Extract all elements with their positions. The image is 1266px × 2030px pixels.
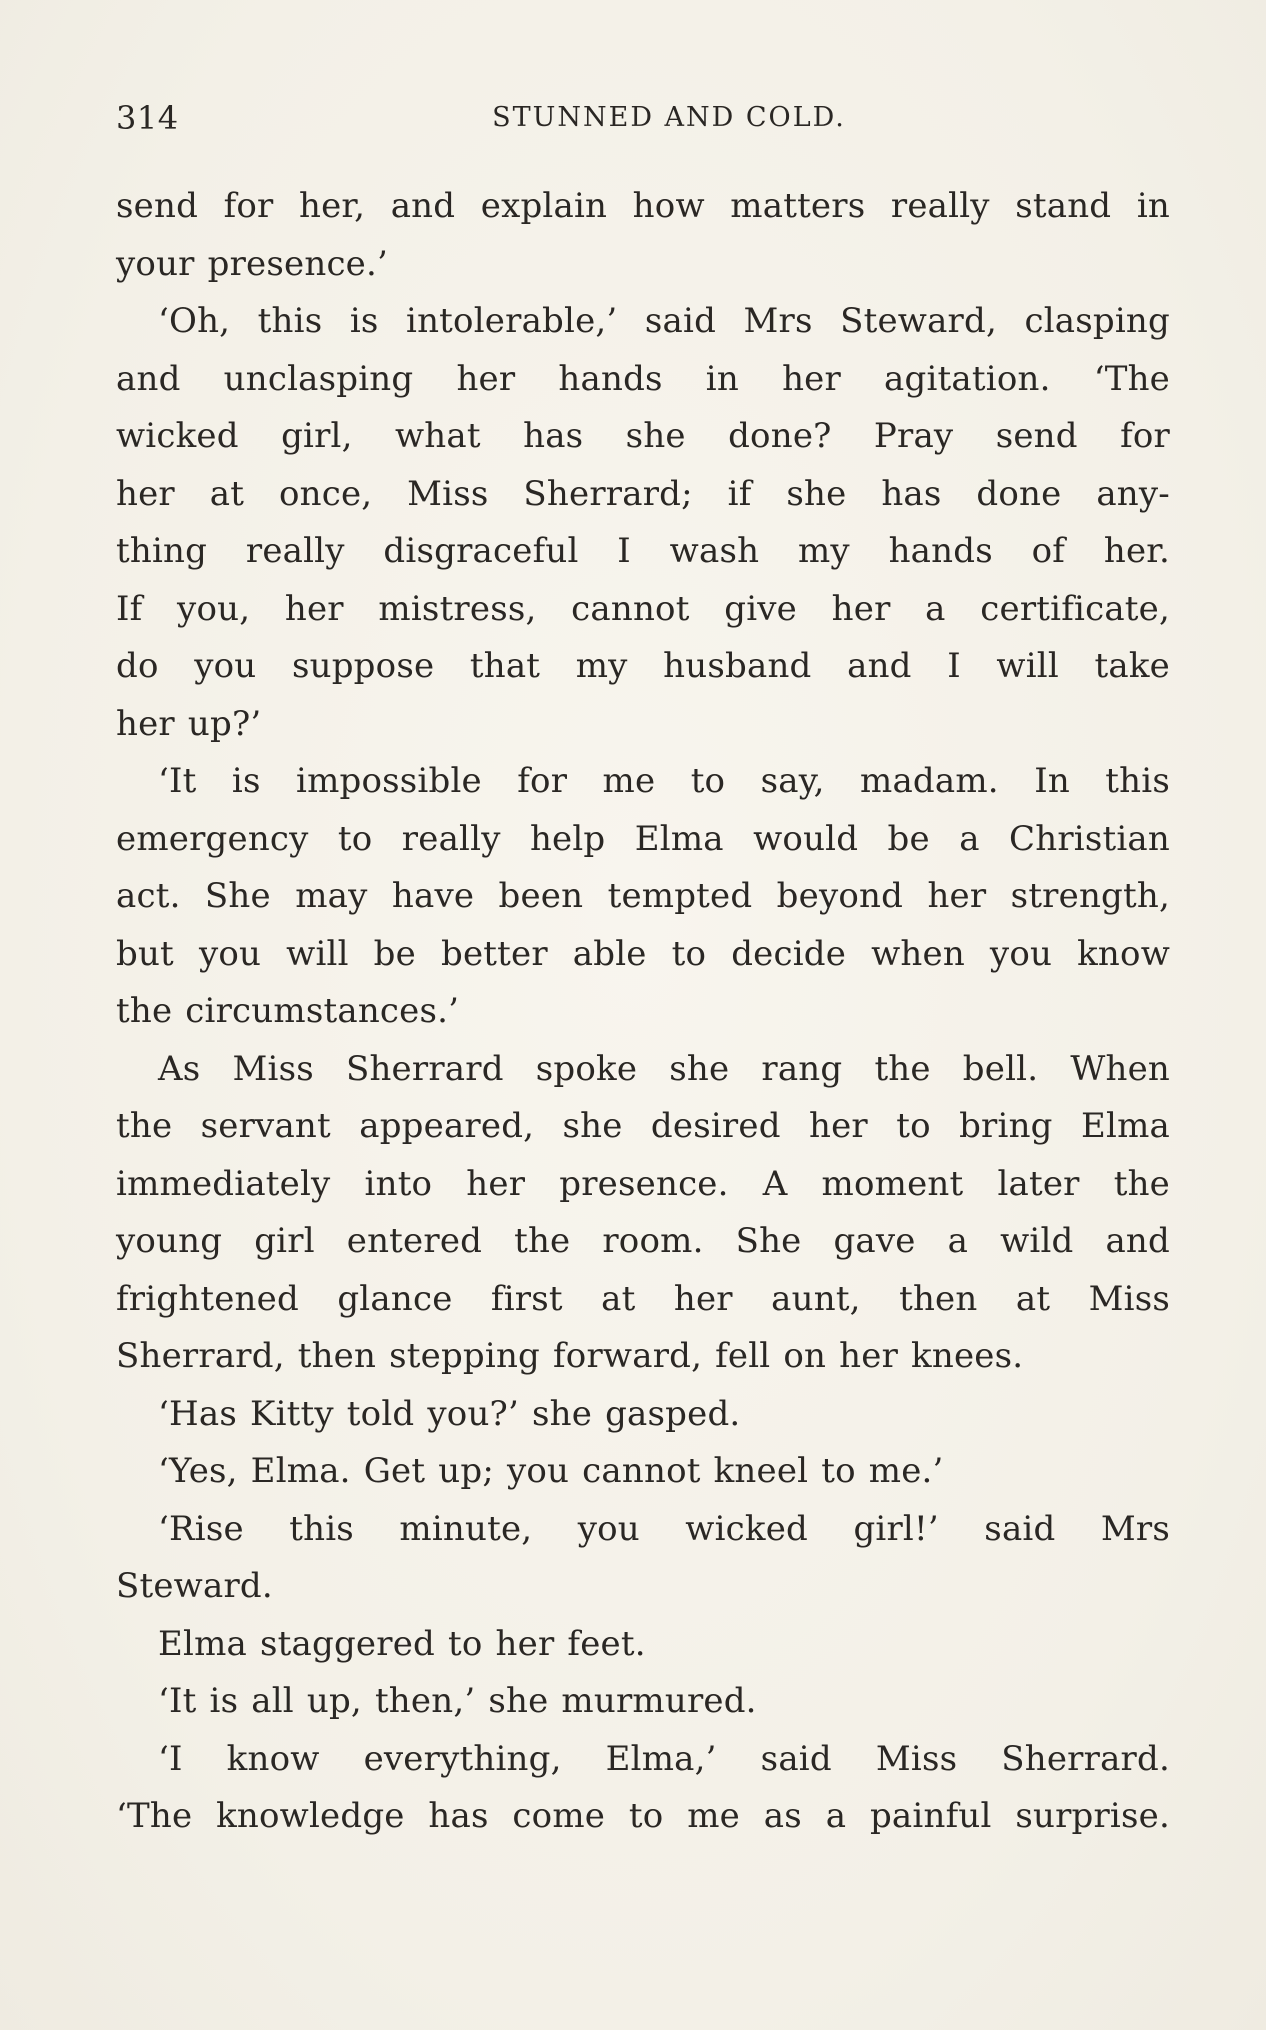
text-line: ‘Oh, this is intolerable,’ said Mrs Steward, clasping <box>158 301 1170 341</box>
body-text <box>116 178 1170 1846</box>
text-line: ‘It is all up, then,’ she murmured. <box>158 1681 757 1721</box>
text-line: your presence.’ <box>116 243 389 284</box>
text-line: thing really disgraceful I wash my hands of her. <box>116 531 1170 571</box>
text-line: wicked girl, what has she done? Pray send for <box>116 416 1170 456</box>
text-line: ‘The knowledge has come to me as a painful surprise. <box>116 1796 1170 1836</box>
text-line: Steward. <box>116 1566 273 1606</box>
text-line: immediately into her presence. A moment later the <box>116 1163 1170 1204</box>
page-number: 314 <box>116 99 179 137</box>
running-head: STUNNED AND COLD. <box>492 102 846 133</box>
text-line: ‘Rise this minute, you wicked girl!’ said Mrs <box>158 1508 1170 1549</box>
text-line: young girl entered the room. She gave a wild and <box>116 1221 1170 1261</box>
text-line: the circumstances.’ <box>116 991 460 1031</box>
text-line: ‘Yes, Elma. Get up; you cannot kneel to me.’ <box>158 1451 944 1491</box>
text-line: ‘Has Kitty told you?’ she gasped. <box>158 1393 741 1434</box>
text-line: do you suppose that my husband and I will take <box>116 646 1170 686</box>
text-line: emergency to really help Elma would be a Christian <box>116 818 1170 859</box>
text-line: As Miss Sherrard spoke she rang the bell. When <box>158 1048 1170 1089</box>
text-line: but you will be better able to decide when you know <box>116 933 1170 974</box>
text-line: Sherrard, then stepping forward, fell on her knees. <box>116 1336 1024 1376</box>
text-line: ‘It is impossible for me to say, madam. In this <box>158 761 1170 801</box>
text-line: frightened glance first at her aunt, then at Miss <box>116 1278 1170 1319</box>
text-line: act. She may have been tempted beyond her strength, <box>116 876 1170 916</box>
text-line: If you, her mistress, cannot give her a certificate, <box>116 588 1170 629</box>
text-line: her up?’ <box>116 703 262 744</box>
text-line: send for her, and explain how matters really stand in <box>116 186 1170 226</box>
text-line: her at once, Miss Sherrard; if she has done any- <box>116 473 1170 514</box>
text-line: Elma staggered to her feet. <box>158 1623 646 1664</box>
page-header <box>116 96 1176 140</box>
text-line: ‘I know everything, Elma,’ said Miss Sherrard. <box>158 1738 1170 1779</box>
text-line: the servant appeared, she desired her to bring Elma <box>116 1106 1170 1146</box>
text-line: and unclasping her hands in her agitation. ‘The <box>116 358 1170 399</box>
